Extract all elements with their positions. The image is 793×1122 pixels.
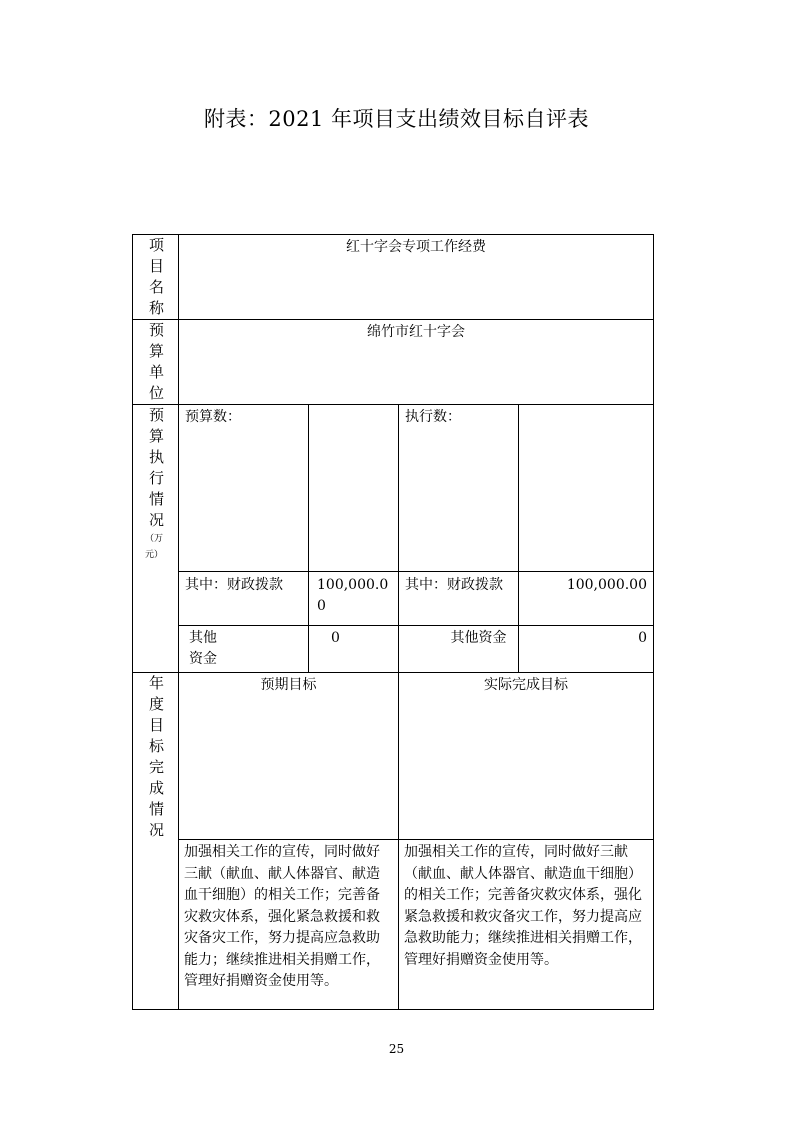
label-project-name bbox=[133, 235, 179, 320]
actual-goal-header: 实际完成目标 bbox=[399, 673, 654, 840]
fiscal-value-right: 100,000.00 bbox=[519, 572, 654, 626]
label-budget-exec bbox=[133, 405, 179, 673]
value-project-name: 红十字会专项工作经费 bbox=[179, 235, 654, 320]
fiscal-label-left: 其中：财政拨款 bbox=[179, 572, 309, 626]
label-budget-unit bbox=[133, 320, 179, 405]
label-project-name-text: 项目名称 bbox=[149, 236, 165, 317]
fiscal-label-right: 其中：财政拨款 bbox=[399, 572, 519, 626]
page-title: 附表：2021 年项目支出绩效目标自评表 bbox=[203, 107, 590, 131]
row-fiscal bbox=[133, 572, 654, 626]
row-other-funds bbox=[133, 626, 654, 673]
label-annual-goals-text: 年度目标完成情况 bbox=[149, 674, 165, 839]
other-value-left: 0 bbox=[309, 626, 399, 673]
row-project-name bbox=[133, 235, 654, 320]
label-budget-unit-text: 预算单位 bbox=[149, 321, 165, 402]
exec-value-empty bbox=[519, 405, 654, 572]
value-budget-unit: 绵竹市红十字会 bbox=[179, 320, 654, 405]
label-budget-exec-text: 预算执行情况 bbox=[149, 406, 165, 529]
page-number: 25 bbox=[388, 1042, 405, 1056]
label-annual-goals bbox=[133, 673, 179, 1010]
exec-label: 执行数： bbox=[399, 405, 519, 572]
row-budget-unit bbox=[133, 320, 654, 405]
budget-label: 预算数： bbox=[179, 405, 309, 572]
self-evaluation-table bbox=[132, 234, 654, 1010]
budget-value-empty bbox=[309, 405, 399, 572]
other-label-left bbox=[179, 626, 309, 673]
row-annual-goals bbox=[133, 673, 654, 840]
label-budget-exec-unit: （万元） bbox=[145, 534, 164, 560]
expected-goal-header: 预期目标 bbox=[179, 673, 399, 840]
row-budget-exec bbox=[133, 405, 654, 572]
row-goals-text bbox=[133, 840, 654, 1010]
actual-goal-text: 加强相关工作的宣传，同时做好三献（献血、献人体器官、献造血干细胞）的相关工作；完善备灾救灾体系，强化紧急救援和救灾备灾工作，努力提高应急救助能力；继续推进相关捐赠工作，管理好捐赠资金使用等。 bbox=[399, 840, 654, 1010]
expected-goal-text: 加强相关工作的宣传，同时做好三献（献血、献人体器官、献造血干细胞）的相关工作；完善备灾救灾体系，强化紧急救援和救灾备灾工作，努力提高应急救助能力；继续推进相关捐赠工作，管理好捐赠资金使用等。 bbox=[179, 840, 399, 1010]
other-value-right: 0 bbox=[519, 626, 654, 673]
fiscal-value-left: 100,000.00 bbox=[309, 572, 399, 626]
other-label-left-text: 其他资金 bbox=[189, 630, 217, 667]
other-label-right: 其他资金 bbox=[399, 626, 519, 673]
